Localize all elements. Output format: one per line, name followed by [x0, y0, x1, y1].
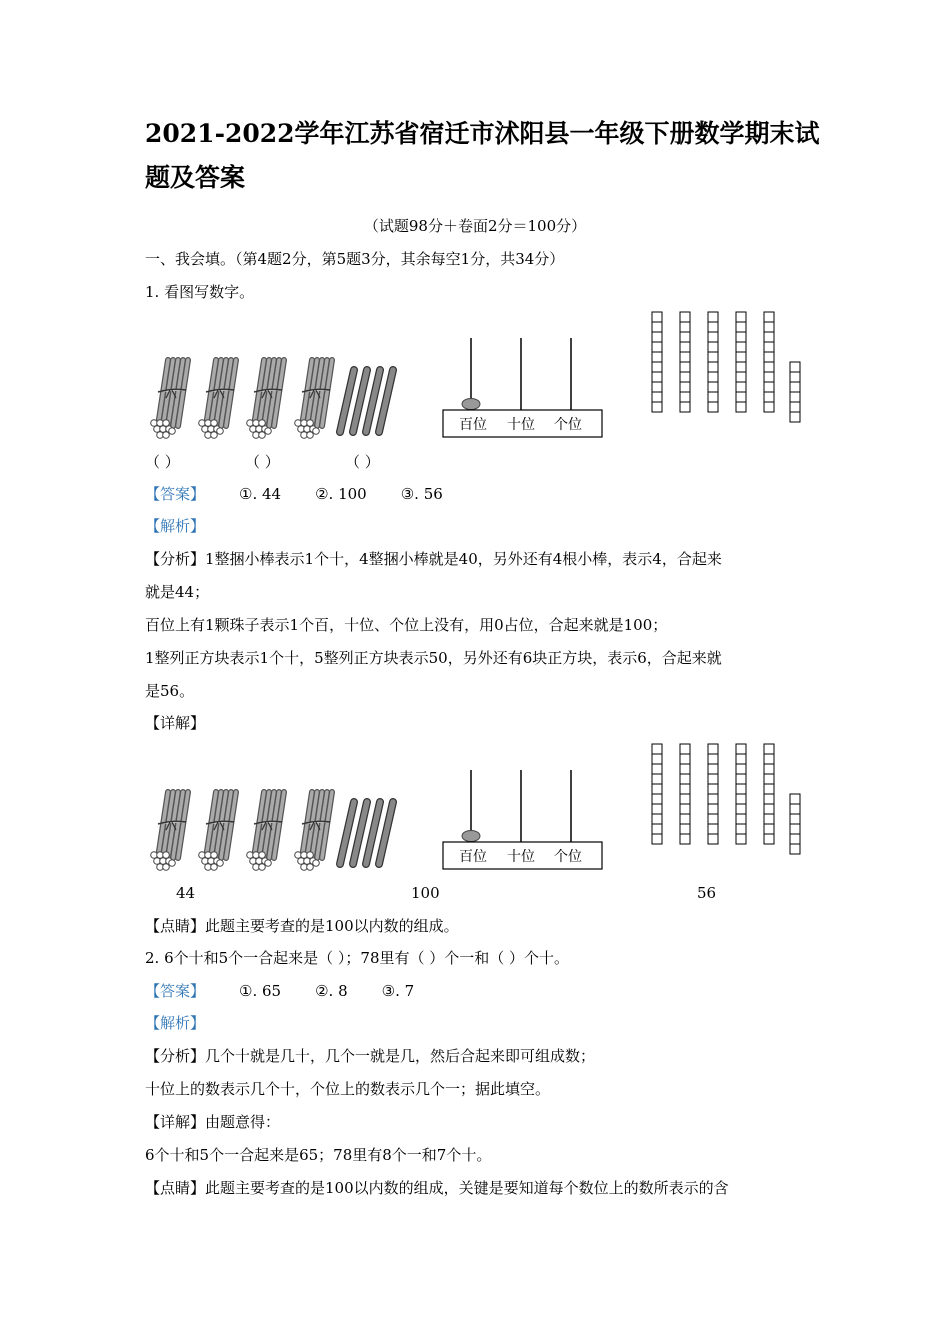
cube	[736, 402, 746, 412]
cube	[736, 372, 746, 382]
answer-tag: 【答案】	[145, 982, 206, 1000]
dianjing-tag: 【点睛】	[145, 917, 206, 935]
cube	[708, 382, 718, 392]
cube	[764, 824, 774, 834]
cube	[790, 794, 800, 804]
stick-bundle	[247, 792, 284, 870]
cube	[708, 332, 718, 342]
cube	[736, 332, 746, 342]
cube	[680, 744, 690, 754]
cube	[680, 322, 690, 332]
cube	[708, 744, 718, 754]
cube	[680, 774, 690, 784]
stick-end	[169, 860, 176, 867]
cube	[652, 794, 662, 804]
abacus-bead	[462, 831, 480, 842]
page-title	[145, 112, 825, 200]
cube	[652, 764, 662, 774]
q2-detail-1	[145, 1112, 280, 1132]
dianjing-tag: 【点睛】	[145, 1179, 206, 1197]
cube	[764, 764, 774, 774]
cube	[764, 804, 774, 814]
cube	[708, 804, 718, 814]
answer-2: ②. 8	[315, 982, 348, 1000]
cube	[764, 774, 774, 784]
cube	[680, 352, 690, 362]
fenxi-tag: 【分析】	[145, 550, 206, 568]
stick-bundle	[295, 792, 332, 870]
stick-end	[313, 428, 320, 435]
abacus-label: 百位	[459, 417, 487, 433]
cube	[680, 362, 690, 372]
stick-end	[211, 432, 218, 439]
abacus	[443, 338, 602, 437]
q1-fenxi-3b: 是56。	[145, 682, 195, 700]
cube-columns	[652, 744, 800, 854]
title-line-2: 题及答案	[145, 163, 246, 192]
detail-text: 由题意得：	[205, 1113, 281, 1131]
abacus-label: 百位	[459, 849, 487, 865]
q2-fenxi-2: 十位上的数表示几个十，个位上的数表示几个一；据此填空。	[145, 1080, 551, 1098]
cube	[764, 382, 774, 392]
cube	[708, 392, 718, 402]
cube	[708, 312, 718, 322]
stick-end	[313, 860, 320, 867]
cube	[736, 744, 746, 754]
detail-tag: 【详解】	[145, 1113, 206, 1131]
cube	[736, 342, 746, 352]
answer-1: ①. 44	[239, 485, 282, 503]
stick-end	[163, 864, 170, 871]
cube	[652, 332, 662, 342]
abacus-label: 个位	[554, 417, 582, 433]
loose-sticks	[340, 370, 393, 432]
cube	[680, 754, 690, 764]
cube	[680, 372, 690, 382]
stick-end	[169, 428, 176, 435]
cube	[764, 322, 774, 332]
cube	[790, 834, 800, 844]
cube	[764, 784, 774, 794]
cube	[790, 402, 800, 412]
q2-fenxi-1	[145, 1046, 595, 1066]
cube	[680, 814, 690, 824]
cube	[764, 834, 774, 844]
cube	[790, 804, 800, 814]
stick-end	[217, 860, 224, 867]
stick-end	[259, 864, 266, 871]
cube	[736, 382, 746, 392]
stick-end	[211, 864, 218, 871]
cube	[652, 824, 662, 834]
cube	[764, 794, 774, 804]
cube	[708, 342, 718, 352]
fenxi-text: 几个十就是几十，几个一就是几，然后合起来即可组成数；	[205, 1047, 596, 1065]
answer-3: ③. 7	[381, 982, 415, 1000]
stick-bundle	[199, 792, 236, 870]
loose-sticks	[340, 802, 393, 864]
cube	[736, 754, 746, 764]
score-note: （试题98分＋卷面2分＝100分）	[363, 217, 587, 235]
cube	[708, 834, 718, 844]
cube	[708, 774, 718, 784]
cube	[790, 844, 800, 854]
stick-end	[307, 432, 314, 439]
cube	[790, 412, 800, 422]
cube	[736, 352, 746, 362]
cube	[764, 392, 774, 402]
cube	[764, 372, 774, 382]
cube	[652, 804, 662, 814]
cube	[680, 392, 690, 402]
cube	[708, 402, 718, 412]
cube	[680, 764, 690, 774]
cube	[790, 372, 800, 382]
stick-end	[307, 864, 314, 871]
cube	[680, 824, 690, 834]
cube	[652, 382, 662, 392]
cube	[790, 824, 800, 834]
cube	[708, 372, 718, 382]
cube	[708, 362, 718, 372]
cube	[736, 814, 746, 824]
stick-end	[163, 432, 170, 439]
abacus-label: 十位	[507, 849, 535, 865]
q1-fenxi-3a: 1整列正方块表示1个十，5整列正方块表示50，另外还有6块正方块，表示6，合起来就	[145, 649, 722, 667]
dianjing-text: 此题主要考查的是100以内数的组成，关键是要知道每个数位上的数所表示的含	[205, 1179, 729, 1197]
cube	[736, 362, 746, 372]
cube	[736, 392, 746, 402]
cube	[708, 784, 718, 794]
q1-dianjing	[145, 916, 459, 936]
cube	[680, 382, 690, 392]
cube	[708, 352, 718, 362]
cube	[680, 784, 690, 794]
q1-fenxi-2: 百位上有1颗珠子表示1个百，十位、个位上没有，用0占位，合起来就是100；	[145, 616, 668, 634]
cube	[764, 352, 774, 362]
question-1-prompt: 1. 看图写数字。	[145, 283, 255, 301]
stick-bundle	[151, 792, 188, 870]
q1-fenxi-1b: 就是44；	[145, 583, 210, 601]
cube	[736, 784, 746, 794]
figure-answer-56: 56	[697, 884, 717, 902]
cube	[736, 764, 746, 774]
cube	[764, 754, 774, 764]
cube	[764, 342, 774, 352]
stick-end	[265, 860, 272, 867]
cube	[790, 382, 800, 392]
section-heading: 一、我会填。（第4题2分，第5题3分，其余每空1分，共34分）	[145, 250, 565, 268]
stick-end	[259, 432, 266, 439]
cube	[708, 754, 718, 764]
cube	[652, 784, 662, 794]
cube	[680, 342, 690, 352]
cube	[708, 322, 718, 332]
answer-3: ③. 56	[400, 485, 443, 503]
cube	[764, 814, 774, 824]
cube	[764, 402, 774, 412]
cube	[736, 794, 746, 804]
cube	[708, 814, 718, 824]
cube	[736, 804, 746, 814]
answer-1: ①. 65	[239, 982, 282, 1000]
q1-analysis-tag: 【解析】	[145, 517, 206, 535]
q2-dianjing	[145, 1178, 729, 1198]
cube	[708, 764, 718, 774]
cube	[652, 744, 662, 754]
q1-fenxi-1	[145, 549, 722, 569]
cube-columns	[652, 312, 800, 422]
cube	[680, 312, 690, 322]
stick-bundle	[151, 360, 188, 438]
cube	[790, 814, 800, 824]
stick-end	[265, 428, 272, 435]
cube	[708, 794, 718, 804]
cube	[736, 834, 746, 844]
question-2-prompt: 2. 6个十和5个一合起来是（ ）；78里有（ ）个一和（ ）个十。	[145, 949, 570, 967]
cube	[736, 312, 746, 322]
figure-answer-100: 100	[411, 884, 440, 902]
abacus	[443, 770, 602, 869]
cube	[790, 362, 800, 372]
cube	[764, 312, 774, 322]
answer-2: ②. 100	[315, 485, 367, 503]
cube	[736, 824, 746, 834]
cube	[764, 362, 774, 372]
abacus-bead	[462, 399, 480, 410]
cube	[680, 834, 690, 844]
cube	[736, 774, 746, 784]
stick-bundle	[295, 360, 332, 438]
q2-answer-line	[145, 981, 414, 1001]
abacus-label: 十位	[507, 417, 535, 433]
cube	[652, 312, 662, 322]
fenxi-tag: 【分析】	[145, 1047, 206, 1065]
cube	[652, 322, 662, 332]
q1-answer-line	[145, 484, 443, 504]
blank-3: （ ）	[345, 453, 380, 471]
cube	[652, 834, 662, 844]
cube	[652, 352, 662, 362]
cube	[652, 372, 662, 382]
cube	[680, 332, 690, 342]
q1-detail-tag: 【详解】	[145, 714, 206, 732]
cube	[680, 794, 690, 804]
cube	[652, 774, 662, 784]
cube	[652, 362, 662, 372]
cube	[790, 392, 800, 402]
stick-bundle	[247, 360, 284, 438]
cube	[680, 804, 690, 814]
blank-2: （ ）	[245, 453, 280, 471]
cube	[736, 322, 746, 332]
cube	[652, 392, 662, 402]
figure-answer-44: 44	[176, 884, 196, 902]
cube	[680, 402, 690, 412]
question-1-figure	[140, 308, 820, 443]
cube	[652, 814, 662, 824]
stick-end	[217, 428, 224, 435]
title-line-1: 2021-2022学年江苏省宿迁市沭阳县一年级下册数学期末试	[145, 119, 820, 148]
blank-1: （ ）	[145, 453, 180, 471]
stick-bundles	[151, 792, 332, 870]
cube	[708, 824, 718, 834]
cube	[764, 744, 774, 754]
abacus-label: 个位	[554, 849, 582, 865]
q2-analysis-tag: 【解析】	[145, 1014, 206, 1032]
q2-detail-2: 6个十和5个一合起来是65；78里有8个一和7个十。	[145, 1146, 492, 1164]
answer-tag: 【答案】	[145, 485, 206, 503]
dianjing-text: 此题主要考查的是100以内数的组成。	[205, 917, 459, 935]
detail-figure	[140, 740, 820, 875]
cube	[652, 754, 662, 764]
stick-bundles	[151, 360, 332, 438]
stick-bundle	[199, 360, 236, 438]
cube	[652, 342, 662, 352]
cube	[652, 402, 662, 412]
fenxi-text: 1整捆小棒表示1个十，4整捆小棒就是40，另外还有4根小棒，表示4，合起来	[205, 550, 722, 568]
cube	[764, 332, 774, 342]
